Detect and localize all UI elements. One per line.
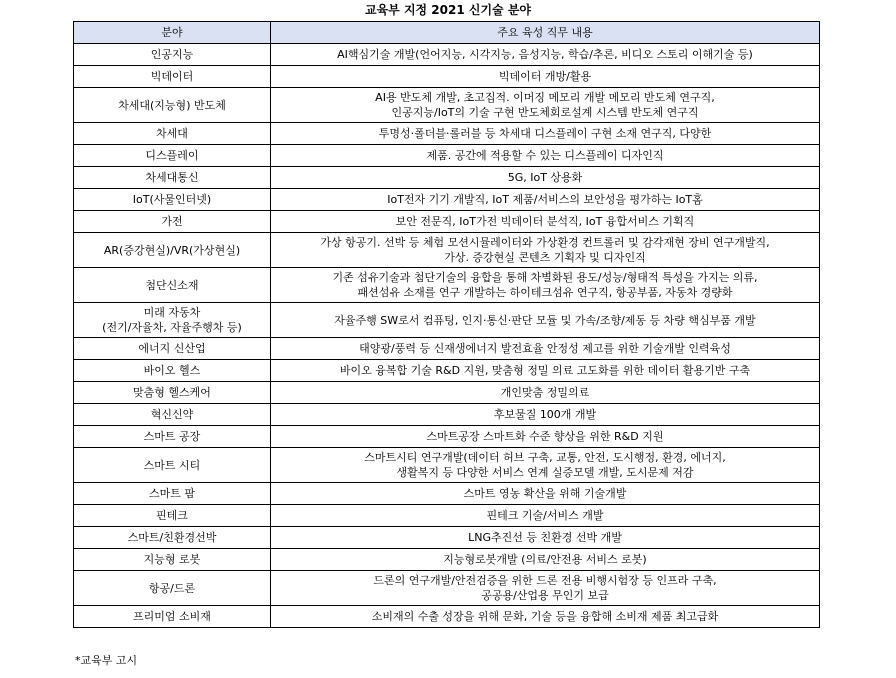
field-cell: 스마트 팜 — [74, 483, 271, 505]
field-cell: 스마트 공장 — [74, 426, 271, 448]
table-row — [74, 527, 820, 549]
content-cell: 드론의 연구개발/안전검증을 위한 드론 전용 비행시험장 등 인프라 구축, 공공용/산업용 무인기 보급 — [271, 571, 820, 606]
field-cell: 차세대통신 — [74, 167, 271, 189]
content-cell: 제품. 공간에 적용할 수 있는 디스플레이 디자인직 — [271, 145, 820, 167]
field-cell: 인공지능 — [74, 44, 271, 66]
content-cell: 자율주행 SW로서 컴퓨팅, 인지·통신·판단 모듈 및 가속/조향/제동 등 차량 핵심부품 개발 — [271, 303, 820, 338]
content-cell: 개인맞춤 정밀의료 — [271, 382, 820, 404]
table-row — [74, 571, 820, 606]
content-cell: 보안 전문직, IoT가전 빅데이터 분석직, IoT 융합서비스 기획직 — [271, 211, 820, 233]
field-cell: 바이오 헬스 — [74, 360, 271, 382]
content-cell: AI핵심기술 개발(언어지능, 시각지능, 음성지능, 학습/추론, 비디오 스토리 이해기술 등) — [271, 44, 820, 66]
table-row — [74, 360, 820, 382]
content-cell: 태양광/풍력 등 신재생에너지 발전효율 안정성 제고를 위한 기술개발 인력육성 — [271, 338, 820, 360]
content-cell: IoT전자 기기 개발직, IoT 제품/서비스의 보안성을 평가하는 IoT홈 — [271, 189, 820, 211]
content-cell: 스마트시티 연구개발(데이터 허브 구축, 교통, 안전, 도시행정, 환경, 에너지, 생활복지 등 다양한 서비스 연계 실증모델 개발, 도시문제 저감 — [271, 448, 820, 483]
table-row — [74, 505, 820, 527]
content-cell: 핀테크 기술/서비스 개발 — [271, 505, 820, 527]
field-cell: 맞춤형 헬스케어 — [74, 382, 271, 404]
field-cell: AR(증강현실)/VR(가상현실) — [74, 233, 271, 268]
content-cell: LNG추진선 등 친환경 선박 개발 — [271, 527, 820, 549]
table-row — [74, 123, 820, 145]
table-row — [74, 483, 820, 505]
field-cell: 항공/드론 — [74, 571, 271, 606]
content-cell: 소비재의 수출 성장을 위해 문화, 기술 등을 융합해 소비재 제품 최고급화 — [271, 606, 820, 628]
content-cell: 투명성·폴더블·롤러블 등 차세대 디스플레이 구현 소재 연구직, 다양한 — [271, 123, 820, 145]
content-cell: AI용 반도체 개발, 초고집적. 이머징 메모리 개발 메모리 반도체 연구직, 인공지능/IoT의 기술 구현 반도체회로설계 시스템 반도체 연구직 — [271, 88, 820, 123]
field-cell: 첨단신소재 — [74, 268, 271, 303]
field-cell: 빅데이터 — [74, 66, 271, 88]
table-row — [74, 338, 820, 360]
content-cell: 스마트공장 스마트화 수준 향상을 위한 R&D 지원 — [271, 426, 820, 448]
field-cell: 스마트 시티 — [74, 448, 271, 483]
content-cell: 빅데이터 개방/활용 — [271, 66, 820, 88]
field-cell: 미래 자동차 (전기/자율차, 자율주행차 등) — [74, 303, 271, 338]
field-cell: 스마트/친환경선박 — [74, 527, 271, 549]
table-row — [74, 426, 820, 448]
table-row — [74, 189, 820, 211]
field-cell: IoT(사물인터넷) — [74, 189, 271, 211]
table-header-row — [74, 22, 820, 44]
table-row — [74, 382, 820, 404]
table-row — [74, 66, 820, 88]
table-row — [74, 167, 820, 189]
field-cell: 차세대 — [74, 123, 271, 145]
tech-fields-table — [73, 21, 820, 628]
field-cell: 프리미엄 소비재 — [74, 606, 271, 628]
footnote: *교육부 고시 — [75, 654, 138, 667]
field-cell: 가전 — [74, 211, 271, 233]
table-row — [74, 145, 820, 167]
field-cell: 핀테크 — [74, 505, 271, 527]
header-field: 분야 — [74, 22, 271, 44]
table-row — [74, 448, 820, 483]
table-row — [74, 303, 820, 338]
table-row — [74, 233, 820, 268]
table-row — [74, 606, 820, 628]
field-cell: 디스플레이 — [74, 145, 271, 167]
table-row — [74, 549, 820, 571]
table-row — [74, 44, 820, 66]
content-cell: 후보물질 100개 개발 — [271, 404, 820, 426]
field-cell: 지능형 로봇 — [74, 549, 271, 571]
content-cell: 바이오 융복합 기술 R&D 지원, 맞춤형 정밀 의료 고도화를 위한 데이터 활용기반 구축 — [271, 360, 820, 382]
table-row — [74, 404, 820, 426]
table-row — [74, 211, 820, 233]
content-cell: 가상 항공기. 선박 등 체험 모션시뮬레이터와 가상환경 컨트롤러 및 감각재현 장비 연구개발직, 가상. 증강현실 콘텐츠 기획자 및 디자인직 — [271, 233, 820, 268]
content-cell: 5G, IoT 상용화 — [271, 167, 820, 189]
header-content: 주요 육성 직무 내용 — [271, 22, 820, 44]
content-cell: 스마트 영농 확산을 위해 기술개발 — [271, 483, 820, 505]
table-row — [74, 268, 820, 303]
table-row — [74, 88, 820, 123]
field-cell: 에너지 신산업 — [74, 338, 271, 360]
content-cell: 지능형로봇개발 (의료/안전용 서비스 로봇) — [271, 549, 820, 571]
field-cell: 차세대(지능형) 반도체 — [74, 88, 271, 123]
content-cell: 기존 섬유기술과 첨단기술의 융합을 통해 차별화된 용도/성능/형태적 특성을 가지는 의류, 패션섬유 소재를 연구 개발하는 하이테크섬유 연구직, 항공부품, 자동차 경량화 — [271, 268, 820, 303]
document-title: 교육부 지정 2021 신기술 분야 — [364, 3, 532, 17]
field-cell: 혁신신약 — [74, 404, 271, 426]
